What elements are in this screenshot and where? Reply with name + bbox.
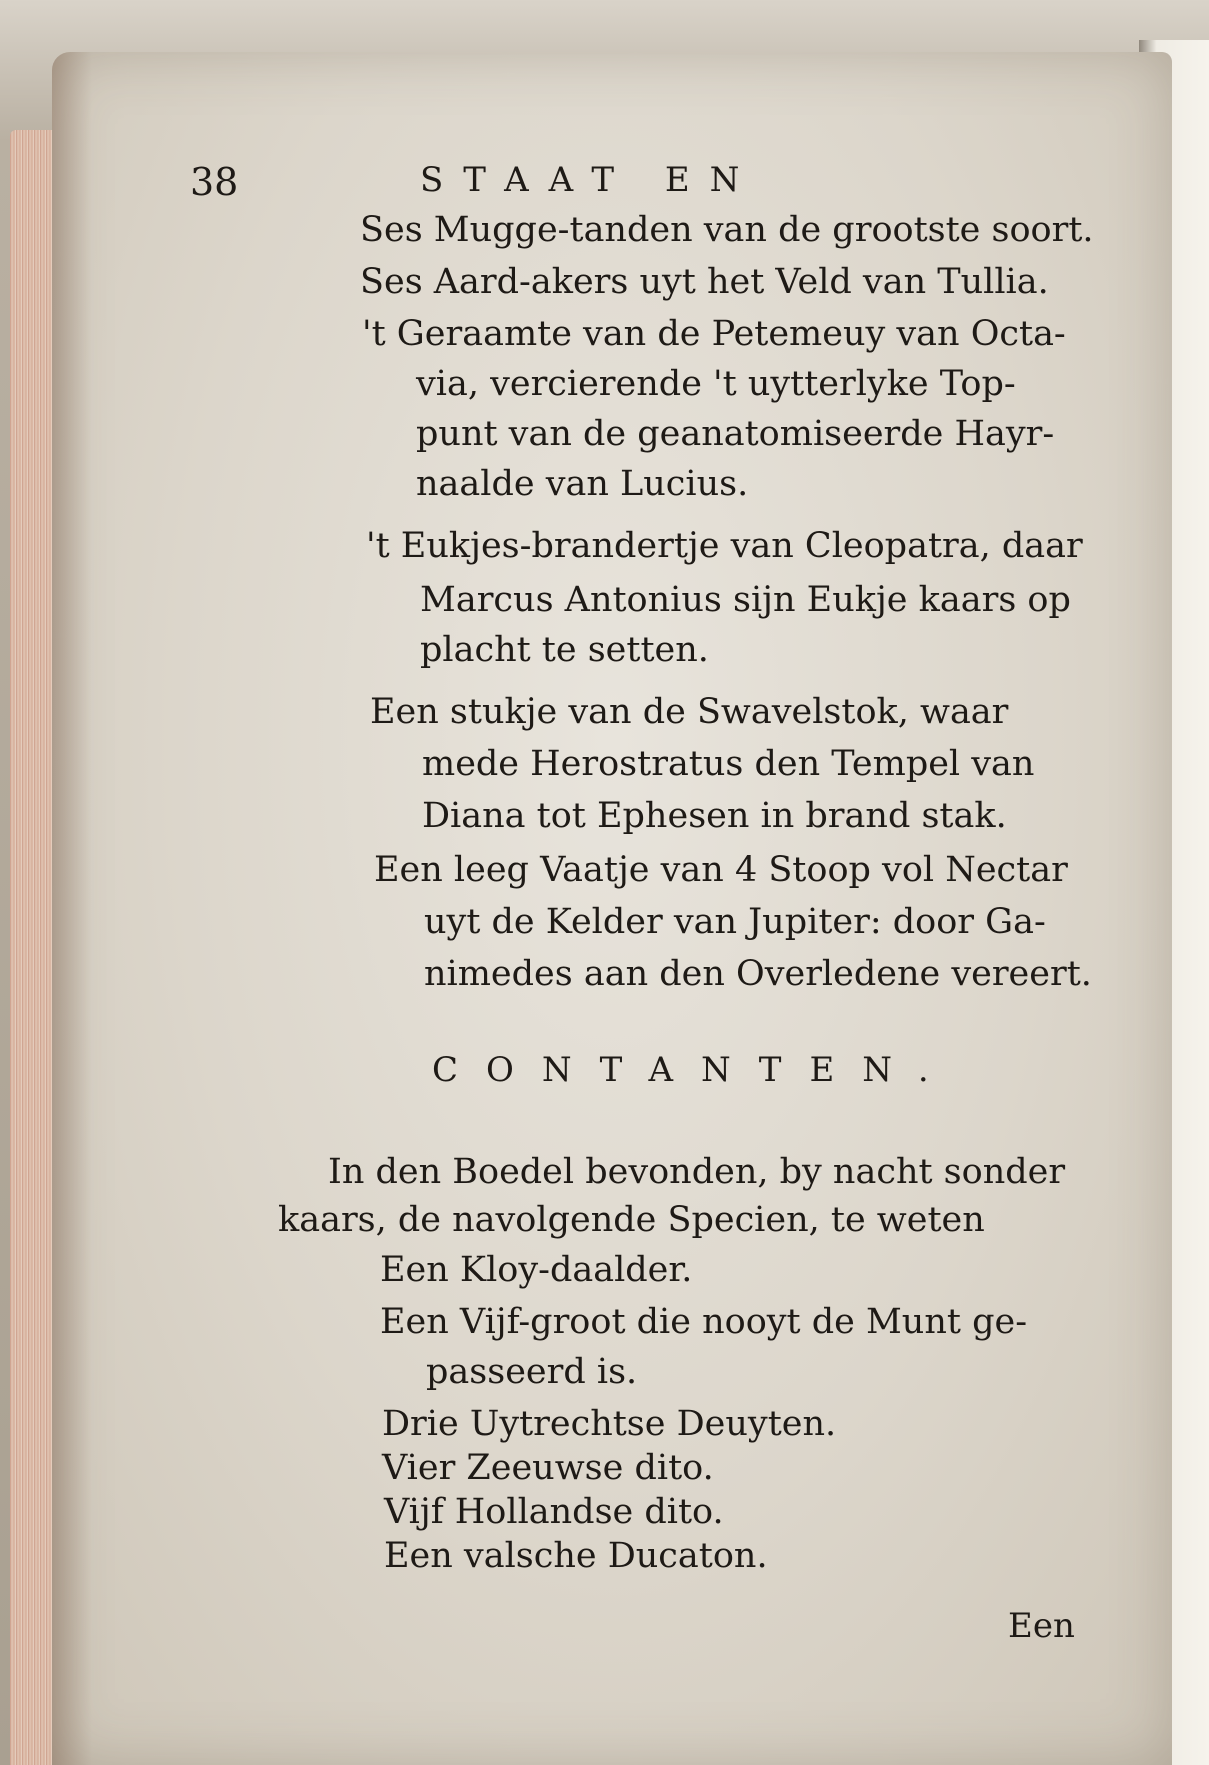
text-line: Een Vijf-groot die nooyt de Munt ge- (380, 1302, 1028, 1342)
text-line: Een Kloy-daalder. (380, 1250, 693, 1290)
text-line: placht te setten. (420, 630, 709, 670)
text-line: punt van de geanatomiseerde Hayr- (416, 414, 1055, 454)
text-line: Drie Uytrechtse Deuyten. (382, 1404, 837, 1444)
running-title: STAAT EN (420, 160, 760, 200)
text-line: nimedes aan den Overledene vereert. (424, 954, 1092, 994)
text-line: 't Geraamte van de Petemeuy van Octa- (362, 314, 1066, 354)
text-line: Ses Mugge-tanden van de grootste soort. (360, 210, 1094, 250)
text-line: Diana tot Ephesen in brand stak. (422, 796, 1007, 836)
text-line: Een valsche Ducaton. (384, 1536, 768, 1576)
text-line: passeerd is. (426, 1352, 638, 1392)
text-line: 't Eukjes-brandertje van Cleopatra, daar (366, 526, 1083, 566)
page-number: 38 (190, 160, 239, 204)
text-line: via, vercierende 't uytterlyke Top- (416, 364, 1016, 404)
text-line: naalde van Lucius. (416, 464, 749, 504)
catchword: Een (1008, 1606, 1075, 1646)
text-line: uyt de Kelder van Jupiter: door Ga- (424, 902, 1046, 942)
section-heading: CONTANTEN. (432, 1050, 957, 1090)
text-line: mede Herostratus den Tempel van (422, 744, 1035, 784)
text-line: Een leeg Vaatje van 4 Stoop vol Nectar (374, 850, 1068, 890)
text-line: Vier Zeeuwse dito. (382, 1448, 714, 1488)
text-line: In den Boedel bevonden, by nacht sonder (328, 1152, 1066, 1192)
text-line: Vijf Hollandse dito. (384, 1492, 724, 1532)
text-line: Marcus Antonius sijn Eukje kaars op (420, 580, 1071, 620)
text-line: Ses Aard-akers uyt het Veld van Tullia. (360, 262, 1049, 302)
text-line: Een stukje van de Swavelstok, waar (370, 692, 1009, 732)
text-line: kaars, de navolgende Specien, te weten (278, 1200, 985, 1240)
